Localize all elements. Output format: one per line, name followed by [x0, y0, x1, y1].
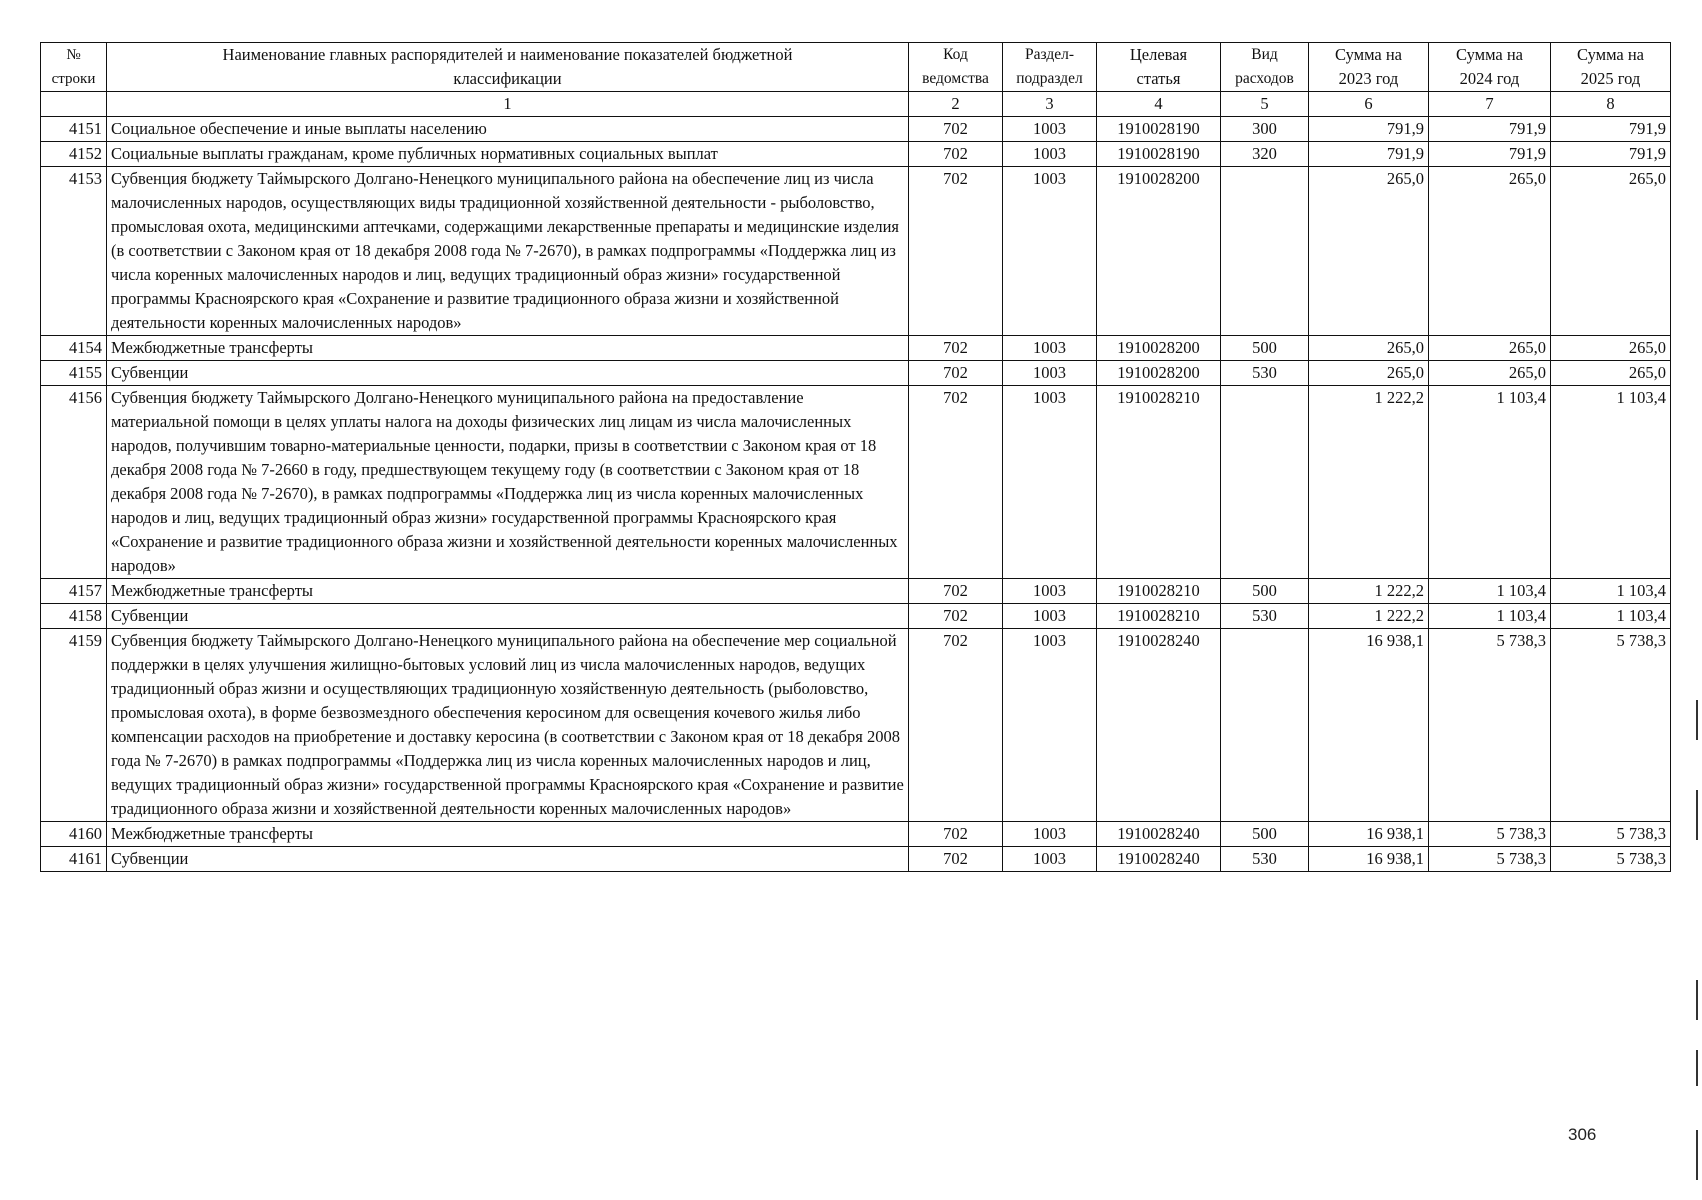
- table-row: [41, 822, 1671, 847]
- row-sum-2023: 16 938,1: [1309, 847, 1429, 872]
- row-dept-code: 702: [909, 629, 1003, 822]
- row-sum-2024: 265,0: [1429, 361, 1551, 386]
- row-number: 4159: [41, 629, 107, 822]
- row-target-article: 1910028240: [1097, 847, 1221, 872]
- row-sum-2023: 791,9: [1309, 142, 1429, 167]
- row-section: 1003: [1003, 847, 1097, 872]
- col-header-sum-2025: Сумма на 2025 год: [1551, 43, 1671, 92]
- row-number: 4154: [41, 336, 107, 361]
- row-name: Субвенция бюджету Таймырского Долгано-Ненецкого муниципального района на обеспечение лиц из числа малочисленных народов, осуществляющих виды традиционной хозяйственной деятельности - рыболовство, промысловая охота, медицинскими аптечками, содержащими лекарственные препараты и медицинские изделия (в соответствии с Законом края от 18 декабря 2008 года № 7-2670), в рамках подпрограммы «Поддержка лиц из числа коренных малочисленных народов и лиц, ведущих традиционный образ жизни» государственной программы Красноярского края «Сохранение и развитие традиционного образа жизни и хозяйственной деятельности коренных малочисленных народов»: [107, 167, 909, 336]
- row-target-article: 1910028210: [1097, 604, 1221, 629]
- table-row: [41, 604, 1671, 629]
- row-section: 1003: [1003, 822, 1097, 847]
- row-sum-2023: 265,0: [1309, 336, 1429, 361]
- row-section: 1003: [1003, 167, 1097, 336]
- row-sum-2025: 265,0: [1551, 336, 1671, 361]
- col-number-7: 7: [1429, 92, 1551, 117]
- row-target-article: 1910028240: [1097, 822, 1221, 847]
- col-number-2: 2: [909, 92, 1003, 117]
- row-target-article: 1910028210: [1097, 579, 1221, 604]
- table-row: [41, 142, 1671, 167]
- scan-edge-mark: [1696, 980, 1698, 1020]
- scan-edge-mark: [1696, 790, 1698, 840]
- row-dept-code: 702: [909, 167, 1003, 336]
- row-sum-2025: 265,0: [1551, 361, 1671, 386]
- row-sum-2023: 16 938,1: [1309, 822, 1429, 847]
- row-number: 4151: [41, 117, 107, 142]
- row-number: 4153: [41, 167, 107, 336]
- page-number: 306: [1568, 1125, 1597, 1144]
- row-expense-type: 500: [1221, 579, 1309, 604]
- col-header-expense-type: Вид расходов: [1221, 43, 1309, 92]
- col-number-4: 4: [1097, 92, 1221, 117]
- row-number: 4155: [41, 361, 107, 386]
- row-sum-2024: 265,0: [1429, 336, 1551, 361]
- table-row: [41, 167, 1671, 336]
- col-header-target-article: Целевая статья: [1097, 43, 1221, 92]
- col-header-section: Раздел-подраздел: [1003, 43, 1097, 92]
- row-sum-2023: 1 222,2: [1309, 386, 1429, 579]
- row-sum-2025: 5 738,3: [1551, 629, 1671, 822]
- col-header-row-number: № строки: [41, 43, 107, 92]
- row-expense-type: 530: [1221, 847, 1309, 872]
- row-dept-code: 702: [909, 604, 1003, 629]
- col-header-sum-2024: Сумма на 2024 год: [1429, 43, 1551, 92]
- row-sum-2024: 265,0: [1429, 167, 1551, 336]
- row-expense-type: [1221, 629, 1309, 822]
- table-row: [41, 629, 1671, 822]
- row-dept-code: 702: [909, 142, 1003, 167]
- header-row: [41, 43, 1671, 92]
- row-name: Субвенции: [107, 847, 909, 872]
- col-number-5: 5: [1221, 92, 1309, 117]
- table-row: [41, 386, 1671, 579]
- row-dept-code: 702: [909, 386, 1003, 579]
- row-sum-2024: 1 103,4: [1429, 604, 1551, 629]
- row-number: 4158: [41, 604, 107, 629]
- row-target-article: 1910028200: [1097, 336, 1221, 361]
- row-sum-2023: 791,9: [1309, 117, 1429, 142]
- row-expense-type: 500: [1221, 336, 1309, 361]
- row-sum-2025: 791,9: [1551, 117, 1671, 142]
- row-section: 1003: [1003, 629, 1097, 822]
- row-target-article: 1910028190: [1097, 117, 1221, 142]
- row-name: Социальное обеспечение и иные выплаты населению: [107, 117, 909, 142]
- column-number-row: [41, 92, 1671, 117]
- table-row: [41, 847, 1671, 872]
- col-number-0: [41, 92, 107, 117]
- table-body: [41, 117, 1671, 872]
- row-target-article: 1910028200: [1097, 361, 1221, 386]
- row-number: 4157: [41, 579, 107, 604]
- row-sum-2024: 791,9: [1429, 142, 1551, 167]
- row-name: Субвенция бюджету Таймырского Долгано-Ненецкого муниципального района на обеспечение мер социальной поддержки в целях улучшения жилищно-бытовых условий лиц из числа малочисленных народов, ведущих традиционный образ жизни и осуществляющих традиционную хозяйственную деятельность (рыболовство, промысловая охота), в форме безвозмездного обеспечения керосином для освещения кочевого жилья либо компенсации расходов на приобретение и доставку керосина (в соответствии с Законом края от 18 декабря 2008 года № 7-2670) в рамках подпрограммы «Поддержка лиц из числа коренных малочисленных народов и лиц, ведущих традиционный образ жизни» государственной программы Красноярского края «Сохранение и развитие традиционного образа жизни и хозяйственной деятельности коренных малочисленных народов»: [107, 629, 909, 822]
- row-name: Социальные выплаты гражданам, кроме публичных нормативных социальных выплат: [107, 142, 909, 167]
- row-section: 1003: [1003, 117, 1097, 142]
- row-dept-code: 702: [909, 579, 1003, 604]
- row-section: 1003: [1003, 142, 1097, 167]
- row-dept-code: 702: [909, 847, 1003, 872]
- row-expense-type: 530: [1221, 361, 1309, 386]
- row-dept-code: 702: [909, 361, 1003, 386]
- row-sum-2025: 265,0: [1551, 167, 1671, 336]
- row-expense-type: 500: [1221, 822, 1309, 847]
- row-sum-2023: 1 222,2: [1309, 604, 1429, 629]
- row-sum-2023: 16 938,1: [1309, 629, 1429, 822]
- row-sum-2025: 5 738,3: [1551, 822, 1671, 847]
- row-sum-2023: 1 222,2: [1309, 579, 1429, 604]
- scan-edge-mark: [1696, 1050, 1698, 1086]
- row-name: Межбюджетные трансферты: [107, 822, 909, 847]
- row-sum-2025: 1 103,4: [1551, 579, 1671, 604]
- table-row: [41, 579, 1671, 604]
- col-number-8: 8: [1551, 92, 1671, 117]
- table-row: [41, 336, 1671, 361]
- row-sum-2024: 1 103,4: [1429, 579, 1551, 604]
- row-name: Межбюджетные трансферты: [107, 579, 909, 604]
- col-header-name: Наименование главных распорядителей и наименование показателей бюджетной классификации: [107, 43, 909, 92]
- row-target-article: 1910028210: [1097, 386, 1221, 579]
- row-number: 4156: [41, 386, 107, 579]
- scan-edge-mark: [1696, 1130, 1698, 1180]
- row-sum-2025: 1 103,4: [1551, 386, 1671, 579]
- row-sum-2025: 791,9: [1551, 142, 1671, 167]
- row-sum-2024: 5 738,3: [1429, 629, 1551, 822]
- row-target-article: 1910028200: [1097, 167, 1221, 336]
- row-expense-type: [1221, 386, 1309, 579]
- row-sum-2023: 265,0: [1309, 167, 1429, 336]
- row-section: 1003: [1003, 604, 1097, 629]
- table-row: [41, 117, 1671, 142]
- row-number: 4161: [41, 847, 107, 872]
- row-number: 4152: [41, 142, 107, 167]
- row-expense-type: 320: [1221, 142, 1309, 167]
- row-sum-2025: 5 738,3: [1551, 847, 1671, 872]
- row-name: Субвенции: [107, 604, 909, 629]
- row-expense-type: 530: [1221, 604, 1309, 629]
- row-section: 1003: [1003, 336, 1097, 361]
- row-target-article: 1910028240: [1097, 629, 1221, 822]
- row-expense-type: 300: [1221, 117, 1309, 142]
- row-target-article: 1910028190: [1097, 142, 1221, 167]
- row-name: Субвенция бюджету Таймырского Долгано-Ненецкого муниципального района на предоставление материальной помощи в целях уплаты налога на доходы физических лиц лицам из числа малочисленных народов, получившим товарно-материальные ценности, подарки, призы в соответствии с Законом края от 18 декабря 2008 года № 7-2660 в году, предшествующем текущему году (в соответствии с Законом края от 18 декабря 2008 года № 7-2670), в рамках подпрограммы «Поддержка лиц из числа коренных малочисленных народов и лиц, ведущих традиционный образ жизни» государственной программы Красноярского края «Сохранение и развитие традиционного образа жизни и хозяйственной деятельности коренных малочисленных народов»: [107, 386, 909, 579]
- col-number-6: 6: [1309, 92, 1429, 117]
- col-number-3: 3: [1003, 92, 1097, 117]
- row-dept-code: 702: [909, 117, 1003, 142]
- row-sum-2024: 1 103,4: [1429, 386, 1551, 579]
- row-sum-2023: 265,0: [1309, 361, 1429, 386]
- table-row: [41, 361, 1671, 386]
- row-section: 1003: [1003, 361, 1097, 386]
- row-name: Межбюджетные трансферты: [107, 336, 909, 361]
- row-section: 1003: [1003, 579, 1097, 604]
- budget-table: [40, 42, 1671, 872]
- row-section: 1003: [1003, 386, 1097, 579]
- col-header-sum-2023: Сумма на 2023 год: [1309, 43, 1429, 92]
- row-sum-2025: 1 103,4: [1551, 604, 1671, 629]
- row-expense-type: [1221, 167, 1309, 336]
- row-sum-2024: 5 738,3: [1429, 822, 1551, 847]
- col-header-dept-code: Код ведомства: [909, 43, 1003, 92]
- row-name: Субвенции: [107, 361, 909, 386]
- row-sum-2024: 5 738,3: [1429, 847, 1551, 872]
- col-number-1: 1: [107, 92, 909, 117]
- row-sum-2024: 791,9: [1429, 117, 1551, 142]
- scan-edge-mark: [1696, 700, 1698, 740]
- row-number: 4160: [41, 822, 107, 847]
- row-dept-code: 702: [909, 822, 1003, 847]
- row-dept-code: 702: [909, 336, 1003, 361]
